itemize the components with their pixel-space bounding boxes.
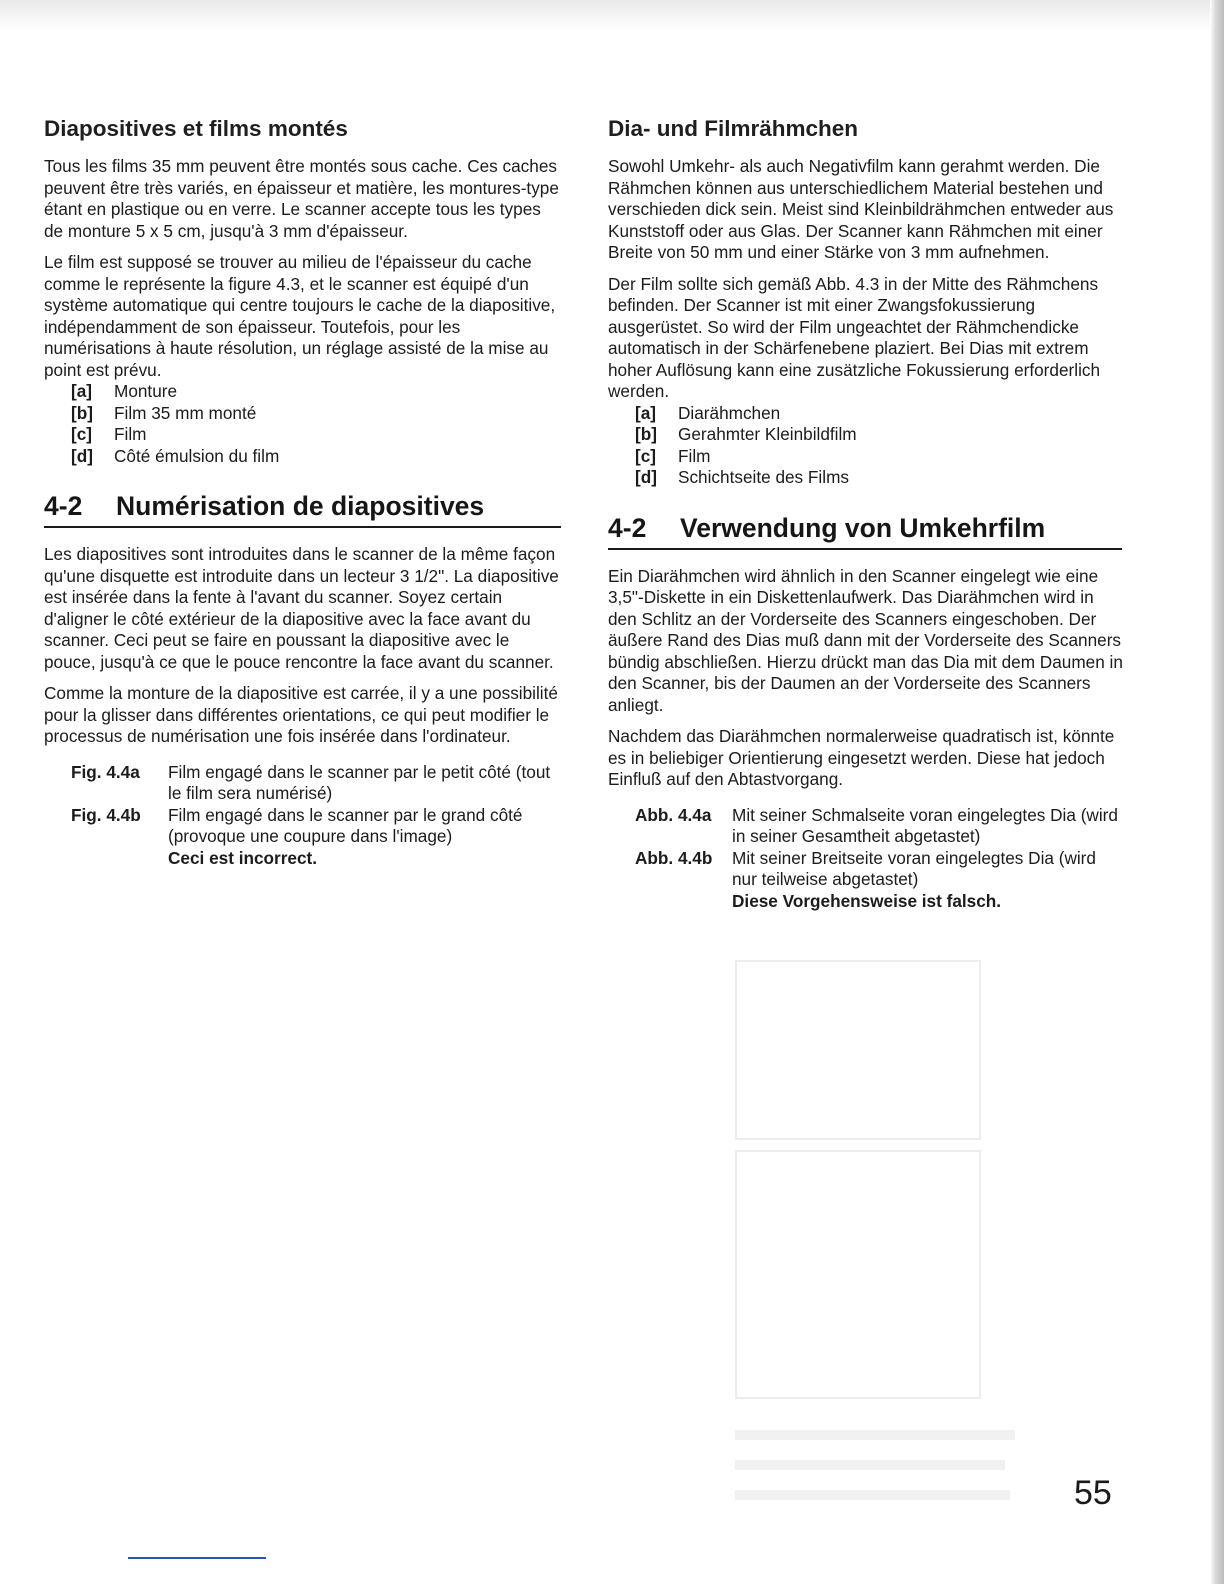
legend-item bbox=[635, 424, 1124, 446]
legend-key: [a] bbox=[635, 402, 657, 423]
chapter-number: 4-2 bbox=[44, 491, 83, 521]
legend-text: Côté émulsion du film bbox=[114, 445, 280, 466]
legend-item bbox=[635, 403, 1124, 425]
warning-text: Diese Vorgehensweise ist falsch. bbox=[732, 890, 1002, 911]
legend-item bbox=[71, 381, 562, 403]
legend-key: [c] bbox=[71, 424, 93, 444]
legend-item bbox=[635, 446, 1124, 468]
chapter-heading bbox=[608, 513, 1122, 550]
figure-label: Abb. 4.4b bbox=[635, 847, 713, 868]
page-top-shadow bbox=[0, 0, 1224, 30]
legend-text: Schichtseite des Films bbox=[678, 467, 849, 487]
page-binding-edge bbox=[1210, 0, 1224, 1584]
paragraph: Le film est supposé se trouver au milieu de l'épaisseur du cache comme le représente la figure 4.3, et le scanner est équipé d'un système automatique qui centre toujours le cache de la diapositive, indépendamment de son épaisseur. Toutefois, pour les numérisations à haute résolution, un réglage assisté de la mise au point est prévu. bbox=[44, 252, 556, 380]
chapter-heading bbox=[44, 491, 561, 528]
legend-item bbox=[71, 446, 562, 468]
figure-label: Fig. 4.4a bbox=[71, 761, 140, 782]
legend-text: Film bbox=[114, 424, 147, 444]
figure-description bbox=[168, 805, 562, 870]
show-through-caption-line bbox=[735, 1430, 1015, 1440]
chapter-body bbox=[44, 544, 562, 869]
paragraph: Les diapositives sont introduites dans le scanner de la même façon qu'une disquette est introduite dans un lecteur 3 1/2". La diapositive est insérée dans la fente à l'avant du scanner. Soyez certain d'aligner le côté extérieur de la diapositive avec la face avant du scanner. Ceci peut se faire en poussant la diapositive avec le pouce, jusqu'à ce que le pouce rencontre la face avant du scanner. bbox=[44, 544, 559, 672]
legend-key: [b] bbox=[71, 402, 93, 423]
figure-caption bbox=[635, 805, 1124, 848]
legend-text: Film bbox=[678, 445, 711, 466]
legend-text: Diarähmchen bbox=[678, 402, 781, 423]
paragraph: Ein Diarähmchen wird ähnlich in den Scanner eingelegt wie eine 3,5"-Diskette in ein Diskettenlaufwerk. Das Diarähmchen wird in den Schlitz an der Vorderseite des Scanners eingeschoben. Der äußere Rand des Dias muß dann mit der Vorderseite des Scanners bündig abschließen. Hierzu drückt man das Dia mit dem Daumen in den Scanner, bis der Daumen an der Vorderseite des Scanners anliegt. bbox=[608, 565, 1123, 715]
legend-key: [b] bbox=[635, 424, 657, 444]
figure-description: Film engagé dans le scanner par le petit côté (tout le film sera numérisé) bbox=[168, 761, 551, 803]
legend-key: [d] bbox=[71, 445, 93, 466]
legend-key: [a] bbox=[71, 381, 93, 401]
figure-description: Mit seiner Schmalseite voran eingelegtes Dia (wird in seiner Gesamtheit abgetastet) bbox=[732, 804, 1118, 846]
figure-label: Abb. 4.4a bbox=[635, 804, 712, 825]
figure-description bbox=[732, 848, 1124, 913]
show-through-frame-lower bbox=[735, 1150, 981, 1399]
figure-captions bbox=[71, 762, 562, 870]
footer-rule bbox=[128, 1557, 266, 1559]
german-column bbox=[608, 116, 1124, 912]
paragraph: Der Film sollte sich gemäß Abb. 4.3 in der Mitte des Rähmchens befinden. Der Scanner ist mit einer Zwangsfokussierung ausgerüstet. So wird der Film ungeachtet der Rähmchendicke automatisch in der Schärfenebene plaziert. Bei Dias mit extrem hoher Auflösung kann eine zusätzliche Fokussierung erforderlich werden. bbox=[608, 273, 1101, 401]
chapter-number: 4-2 bbox=[608, 512, 647, 543]
show-through-caption-line bbox=[735, 1490, 1010, 1500]
figure-caption bbox=[71, 762, 562, 805]
paragraph: Sowohl Umkehr- als auch Negativfilm kann gerahmt werden. Die Rähmchen können aus unterschiedlichem Material bestehen und verschieden dick sein. Meist sind Kleinbildrähmchen entweder aus Kunststoff oder aus Glas. Der Scanner kann Rähmchen mit einer Breite von 50 mm und einer Stärke von 3 mm aufnehmen. bbox=[608, 156, 1114, 262]
show-through-caption-line bbox=[735, 1460, 1005, 1470]
figure-label: Fig. 4.4b bbox=[71, 804, 141, 825]
figure-caption bbox=[71, 805, 562, 870]
legend-text: Film 35 mm monté bbox=[114, 402, 257, 423]
paragraph: Comme la monture de la diapositive est carrée, il y a une possibilité pour la glisser dans différentes orientations, ce qui peut modifier le processus de numérisation une fois insérée dans l'ordinateur. bbox=[44, 683, 558, 746]
legend-key: [d] bbox=[635, 467, 657, 487]
figure-legend bbox=[71, 381, 562, 467]
french-column bbox=[44, 116, 562, 869]
chapter-title: Numérisation de diapositives bbox=[116, 491, 485, 521]
legend-key: [c] bbox=[635, 445, 657, 466]
figure-description-text: Mit seiner Breitseite voran eingelegtes Dia (wird nur teilweise abgetastet) bbox=[732, 847, 1096, 889]
legend-text: Gerahmter Kleinbildfilm bbox=[678, 424, 857, 444]
figure-captions bbox=[635, 805, 1124, 913]
section-heading: Dia- und Filmrähmchen bbox=[608, 116, 859, 141]
paragraph: Nachdem das Diarähmchen normalerweise quadratisch ist, könnte es in beliebiger Orientierung eingesetzt werden. Diese hat jedoch Einfluß auf den Abtastvorgang. bbox=[608, 726, 1115, 789]
figure-caption bbox=[635, 848, 1124, 913]
figure-description-text: Film engagé dans le scanner par le grand côté (provoque une coupure dans l'image) bbox=[168, 804, 523, 846]
section-heading: Diapositives et films montés bbox=[44, 116, 348, 141]
legend-item bbox=[635, 467, 1124, 489]
legend-item bbox=[71, 403, 562, 425]
paragraph: Tous les films 35 mm peuvent être montés sous cache. Ces caches peuvent être très variés, en épaisseur et matière, les montures-type étant en plastique ou en verre. Le scanner accepte tous les types de monture 5 x 5 cm, jusqu'à 3 mm d'épaisseur. bbox=[44, 156, 559, 241]
show-through-frame-upper bbox=[735, 960, 981, 1140]
figure-legend bbox=[635, 403, 1124, 489]
legend-item bbox=[71, 424, 562, 446]
chapter-body bbox=[608, 566, 1124, 913]
page-number: 55 bbox=[1074, 1474, 1112, 1512]
warning-text: Ceci est incorrect. bbox=[168, 847, 318, 868]
chapter-title: Verwendung von Umkehrfilm bbox=[680, 512, 1046, 543]
legend-text: Monture bbox=[114, 381, 178, 401]
